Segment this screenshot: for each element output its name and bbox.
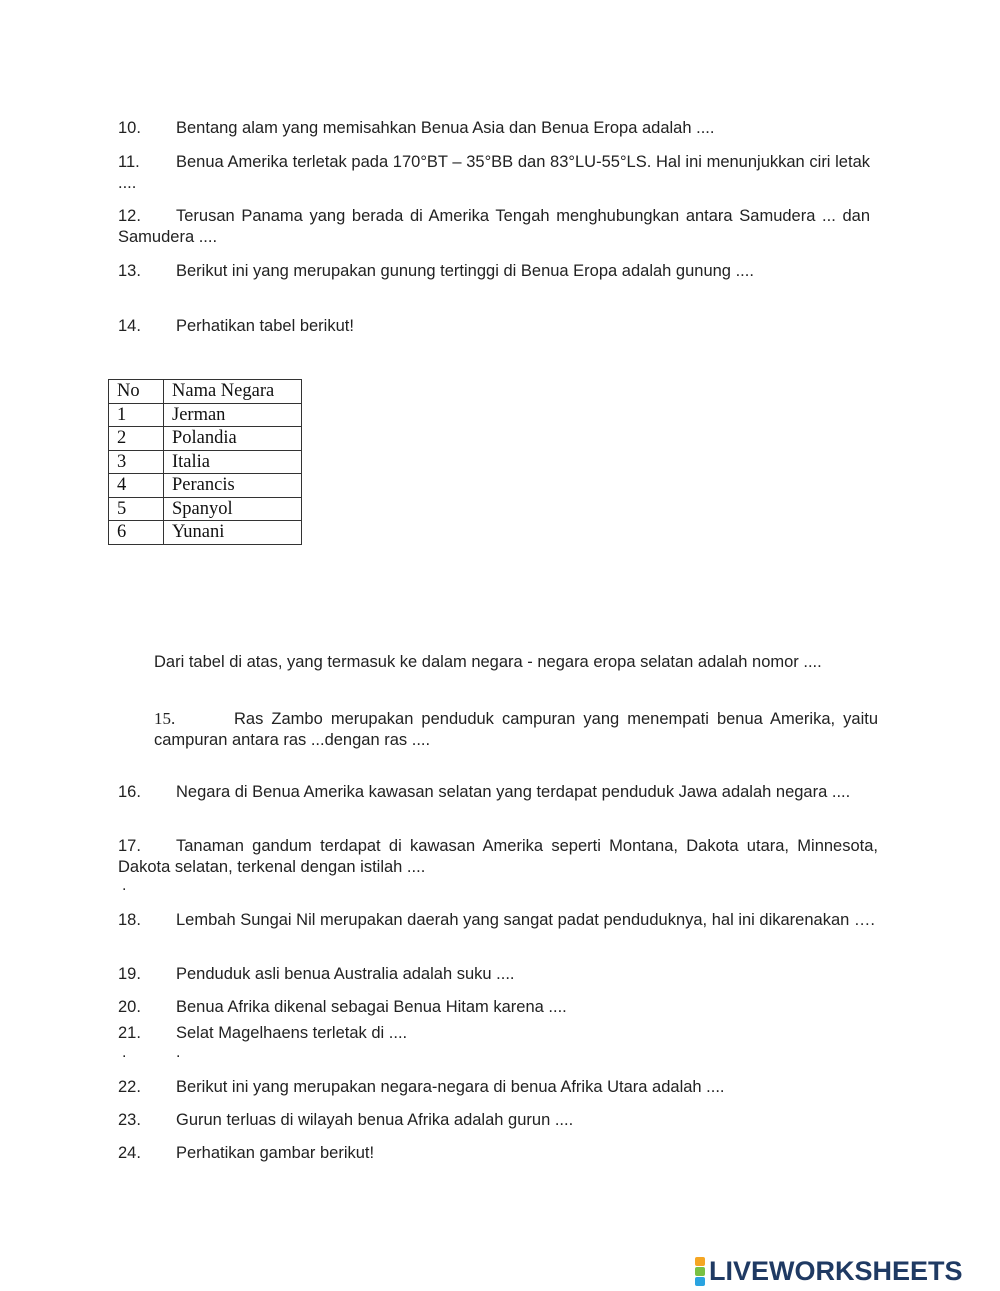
question-text: Ras Zambo merupakan penduduk campuran yang menempati benua Amerika, yaitu campuran antara ras ...dengan ras .... [154, 710, 878, 749]
question-number: 21. [118, 1024, 141, 1042]
question-number: 22. [118, 1078, 141, 1096]
question-24 [118, 1143, 878, 1164]
stray-dot: . [122, 877, 127, 894]
logo-block [695, 1267, 705, 1276]
table-cell-country: Italia [164, 450, 302, 474]
question-number: 10. [118, 119, 141, 137]
question-14 [118, 316, 878, 337]
table-row [109, 450, 302, 474]
table-header-row [109, 380, 302, 404]
question-text: Terusan Panama yang berada di Amerika Tengah menghubungkan antara Samudera ... dan Samudera .... [118, 207, 870, 246]
logo-text: LIVEWORKSHEETS [709, 1255, 963, 1286]
question-15 [154, 708, 878, 751]
question-10 [118, 118, 878, 139]
table-row [109, 497, 302, 521]
question-text: Bentang alam yang memisahkan Benua Asia dan Benua Eropa adalah .... [176, 119, 715, 137]
question-text: Negara di Benua Amerika kawasan selatan yang terdapat penduduk Jawa adalah negara .... [176, 783, 851, 801]
question-number: 20. [118, 998, 141, 1016]
question-text: Perhatikan tabel berikut! [176, 317, 354, 335]
table-cell-no: 1 [109, 403, 164, 427]
question-text: Tanaman gandum terdapat di kawasan Amerika seperti Montana, Dakota utara, Minnesota, Dakota selatan, terkenal dengan istilah .... [118, 837, 878, 876]
question-23 [118, 1110, 878, 1131]
question-11 [118, 152, 870, 194]
table-cell-no: 2 [109, 427, 164, 451]
table-cell-no: 5 [109, 497, 164, 521]
table-header-name: Nama Negara [164, 380, 302, 404]
question-text: Berikut ini yang merupakan negara-negara di benua Afrika Utara adalah .... [176, 1078, 725, 1096]
stray-dot: . [176, 1044, 181, 1061]
logo-block [695, 1277, 705, 1286]
question-number: 13. [118, 262, 141, 280]
question-number: 12. [118, 207, 141, 225]
question-19 [118, 964, 878, 985]
question-text: Selat Magelhaens terletak di .... [176, 1024, 408, 1042]
table-row [109, 474, 302, 498]
question-number: 24. [118, 1144, 141, 1162]
liveworksheets-logo [695, 1256, 963, 1286]
question-number: 18. [118, 911, 141, 929]
table-cell-country: Jerman [164, 403, 302, 427]
logo-block [695, 1257, 705, 1266]
country-table [108, 379, 302, 545]
question-number: 15. [154, 709, 176, 728]
table-cell-country: Perancis [164, 474, 302, 498]
table-cell-country: Yunani [164, 521, 302, 545]
question-text: Perhatikan gambar berikut! [176, 1144, 375, 1162]
table-row [109, 521, 302, 545]
question-number: 19. [118, 965, 141, 983]
table-cell-country: Polandia [164, 427, 302, 451]
table-cell-no: 6 [109, 521, 164, 545]
table-row [109, 427, 302, 451]
question-number: 23. [118, 1111, 141, 1129]
question-text: Penduduk asli benua Australia adalah suku .... [176, 965, 515, 983]
question-text: Dari tabel di atas, yang termasuk ke dalam negara - negara eropa selatan adalah nomor .... [154, 653, 822, 671]
question-12 [118, 206, 870, 248]
table-row [109, 403, 302, 427]
question-16 [118, 782, 878, 803]
question-20 [118, 997, 878, 1018]
question-number: 17. [118, 837, 141, 855]
question-text: Berikut ini yang merupakan gunung tertinggi di Benua Eropa adalah gunung .... [176, 262, 754, 280]
logo-blocks-icon [695, 1257, 705, 1286]
table-question [154, 652, 878, 673]
question-number: 11. [118, 153, 140, 171]
question-13 [118, 261, 878, 282]
table-cell-no: 4 [109, 474, 164, 498]
question-22 [118, 1077, 878, 1098]
question-18 [118, 910, 878, 931]
question-text: Benua Amerika terletak pada 170°BT – 35°BB dan 83°LU-55°LS. Hal ini menunjukkan ciri letak .... [118, 153, 870, 192]
question-number: 16. [118, 783, 141, 801]
table-header-no: No [109, 380, 164, 404]
question-text: Benua Afrika dikenal sebagai Benua Hitam karena .... [176, 998, 567, 1016]
question-text: Lembah Sungai Nil merupakan daerah yang sangat padat penduduknya, hal ini dikarenakan …. [176, 911, 875, 929]
question-21 [118, 1023, 878, 1044]
table-cell-no: 3 [109, 450, 164, 474]
table-cell-country: Spanyol [164, 497, 302, 521]
question-text: Gurun terluas di wilayah benua Afrika adalah gurun .... [176, 1111, 574, 1129]
question-number: 14. [118, 317, 141, 335]
question-17 [118, 836, 878, 878]
stray-dot: . [122, 1044, 127, 1061]
